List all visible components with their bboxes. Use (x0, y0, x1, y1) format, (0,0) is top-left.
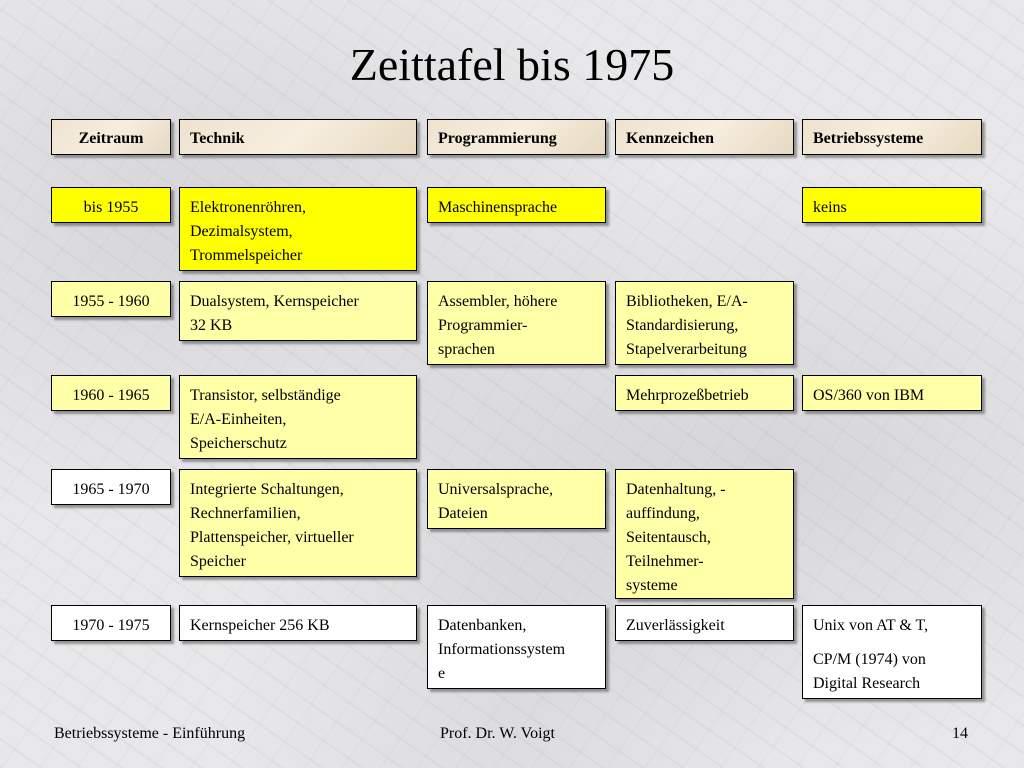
cell-line: Kernspeicher 256 KB (190, 617, 330, 634)
footer-author: Prof. Dr. W. Voigt (440, 725, 555, 742)
cell-kennzeichen (615, 281, 794, 365)
zeitraum-text: 1955 - 1960 (72, 293, 150, 310)
cell-zeitraum (51, 375, 171, 411)
cell-programmierung (427, 281, 606, 365)
header-zeitraum: Zeitraum (51, 119, 171, 155)
cell-line: Datenbanken, (438, 617, 527, 634)
cell-line: Teilnehmer- (626, 553, 704, 570)
paragraph-gap (813, 638, 971, 648)
header-kennzeichen: Kennzeichen (615, 119, 794, 155)
cell-line: Speicher (190, 553, 246, 570)
cell-kennzeichen (615, 469, 794, 599)
slide-title: Zeittafel bis 1975 (349, 39, 675, 90)
cell-line: 32 KB (190, 317, 233, 334)
cell-line: Assembler, höhere (438, 293, 558, 310)
cell-programmierung (427, 187, 606, 223)
cell-line: Plattenspeicher, virtueller (190, 529, 354, 546)
header-betriebssysteme: Betriebssysteme (802, 119, 982, 155)
cell-zeitraum (51, 187, 171, 223)
cell-line: sprachen (438, 341, 495, 358)
cell-line: E/A-Einheiten, (190, 411, 287, 428)
cell-technik (179, 605, 417, 641)
cell-line: Standardisierung, (626, 317, 739, 334)
cell-line: Programmier- (438, 317, 528, 334)
cell-line: systeme (626, 577, 678, 594)
cell-line: Unix von AT & T, (813, 617, 929, 634)
cell-betriebssysteme (802, 605, 982, 699)
cell-programmierung (427, 605, 606, 689)
cell-line: Elektronenröhren, (190, 199, 306, 216)
header-technik: Technik (179, 119, 417, 155)
zeitraum-text: 1960 - 1965 (72, 387, 150, 404)
cell-line: Trommelspeicher (190, 247, 303, 264)
cell-technik (179, 375, 417, 459)
cell-line: Informationssystem (438, 641, 566, 658)
footer-page-number: 14 (952, 725, 968, 742)
cell-line: Integrierte Schaltungen, (190, 481, 344, 498)
cell-line: Speicherschutz (190, 435, 287, 452)
cell-line: Mehrprozeßbetrieb (626, 387, 749, 404)
cell-technik (179, 187, 417, 271)
cell-zeitraum (51, 469, 171, 505)
cell-betriebssysteme (802, 375, 982, 411)
cell-line: Stapelverarbeitung (626, 341, 747, 358)
cell-kennzeichen (615, 605, 794, 641)
cell-kennzeichen (615, 375, 794, 411)
cell-line: Datenhaltung, - (626, 481, 726, 498)
cell-line: Zuverlässigkeit (626, 617, 725, 634)
zeitraum-text: 1970 - 1975 (72, 617, 150, 634)
cell-line: e (438, 665, 446, 682)
footer-course-title: Betriebssysteme - Einführung (54, 725, 246, 742)
zeitraum-text: 1965 - 1970 (72, 481, 150, 498)
cell-line: Rechnerfamilien, (190, 505, 301, 522)
cell-line: Dezimalsystem, (190, 223, 293, 240)
cell-programmierung (427, 469, 606, 529)
cell-technik (179, 281, 417, 341)
header-programmierung: Programmierung (427, 119, 606, 155)
cell-technik (179, 469, 417, 577)
cell-line: Dualsystem, Kernspeicher (190, 293, 359, 310)
cell-line: keins (813, 199, 847, 216)
zeitraum-text: bis 1955 (83, 199, 139, 216)
cell-line: Dateien (438, 505, 488, 522)
cell-line: Seitentausch, (626, 529, 711, 546)
cell-line: Maschinensprache (438, 199, 558, 216)
cell-line: Bibliotheken, E/A- (626, 293, 748, 310)
cell-line: CP/M (1974) von (813, 651, 926, 668)
cell-line: Digital Research (813, 675, 921, 692)
cell-zeitraum (51, 281, 171, 317)
cell-line: auffindung, (626, 505, 700, 522)
cell-line: Transistor, selbständige (190, 387, 341, 404)
cell-zeitraum (51, 605, 171, 641)
cell-line: Universalsprache, (438, 481, 554, 498)
cell-line: OS/360 von IBM (813, 387, 925, 404)
cell-betriebssysteme (802, 187, 982, 223)
